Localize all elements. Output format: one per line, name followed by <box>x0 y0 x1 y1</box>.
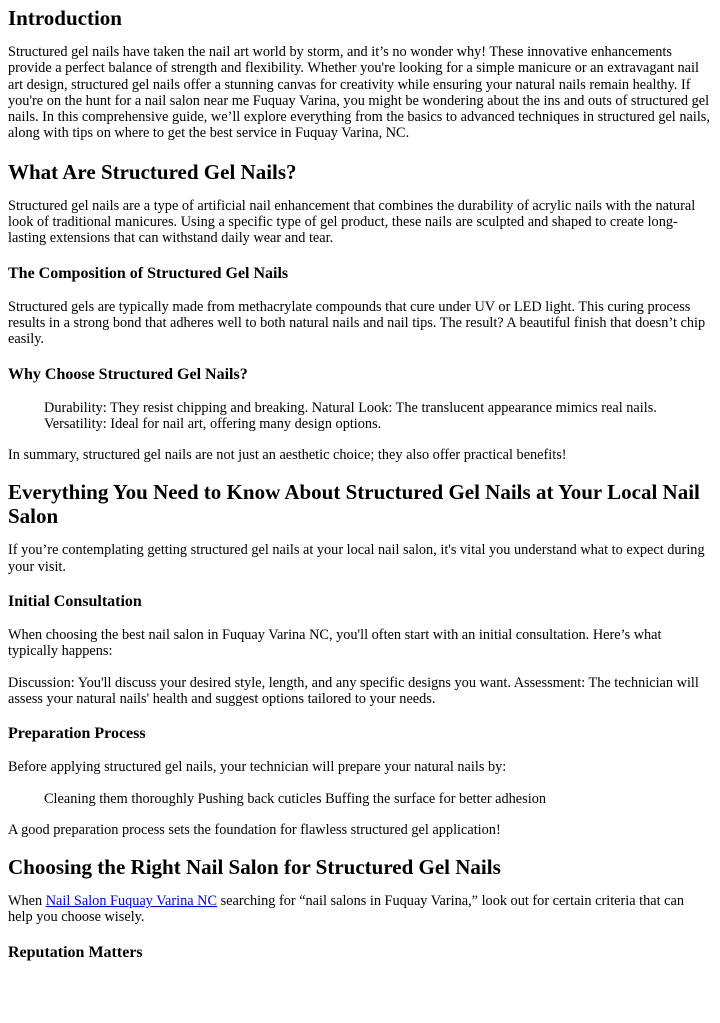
preparation-summary: A good preparation process sets the foundation for flawless structured gel application! <box>8 821 501 838</box>
everything-paragraph: If you’re contemplating getting structured gel nails at your local nail salon, it's vital you understand what to expect during your visit. <box>8 542 705 575</box>
preparation-steps: Cleaning them thoroughly Pushing back cuticles Buffing the surface for better adhesion <box>44 790 546 807</box>
reputation-heading: Reputation Matters <box>8 943 143 961</box>
what-heading: What Are Structured Gel Nails? <box>8 159 297 184</box>
consultation-heading: Initial Consultation <box>8 593 142 611</box>
choosing-text-before: When <box>8 893 46 910</box>
choosing-text-after: searching for “nail salons in Fuquay Varina,” look out for certain criteria that can help you choose wisely. <box>8 893 685 926</box>
choosing-heading: Choosing the Right Nail Salon for Structured Gel Nails <box>8 855 501 880</box>
preparation-heading: Preparation Process <box>8 725 146 743</box>
composition-paragraph: Structured gels are typically made from methacrylate compounds that cure under UV or LED light. This curing process results in a strong bond that adheres well to both natural nails and nail tips. The result? A beautiful finish that doesn’t chip easily. <box>8 298 706 348</box>
why-benefits-list: Durability: They resist chipping and breaking. Natural Look: The translucent appearance mimics real nails. Versatility: Ideal for nail art, offering many design options. <box>44 399 657 432</box>
why-heading: Why Choose Structured Gel Nails? <box>8 365 248 383</box>
everything-heading: Everything You Need to Know About Structured Gel Nails at Your Local Nail Salon <box>8 480 700 529</box>
composition-heading: The Composition of Structured Gel Nails <box>8 264 289 282</box>
what-paragraph: Structured gel nails are a type of artificial nail enhancement that combines the durability of acrylic nails with the natural look of traditional manicures. Using a specific type of gel product, these nails are sculpted and shaped to create long-lasting extensions that can withstand daily wear and tear. <box>8 197 696 247</box>
intro-paragraph: Structured gel nails have taken the nail art world by storm, and it’s no wonder why! These innovative enhancements provide a perfect balance of strength and flexibility. Whether you're looking for a simple manicure or an extravagant nail art design, structured gel nails offer a stunning canvas for creativity while ensuring your natural nails remain healthy. If you're on the hunt for a nail salon near me Fuquay Varina, you might be wondering about the ins and outs of structured gel nails. In this comprehensive guide, we’ll explore everything from the basics to advanced techniques in structured gel nails, along with tips on where to get the best service in Fuquay Varina, NC. <box>8 44 710 142</box>
choosing-paragraph <box>8 893 712 926</box>
consultation-details: Discussion: You'll discuss your desired style, length, and any specific designs you want. Assessment: The technician will assess your natural nails' health and suggest options tailored to your needs. <box>8 674 699 707</box>
why-summary: In summary, structured gel nails are not just an aesthetic choice; they also offer practical benefits! <box>8 447 567 464</box>
intro-heading: Introduction <box>8 6 122 30</box>
consultation-paragraph: When choosing the best nail salon in Fuquay Varina NC, you'll often start with an initial consultation. Here’s what typically happens: <box>8 627 662 660</box>
article <box>0 6 720 962</box>
preparation-paragraph: Before applying structured gel nails, your technician will prepare your natural nails by: <box>8 759 507 776</box>
nail-salon-link[interactable]: Nail Salon Fuquay Varina NC <box>45 893 218 910</box>
